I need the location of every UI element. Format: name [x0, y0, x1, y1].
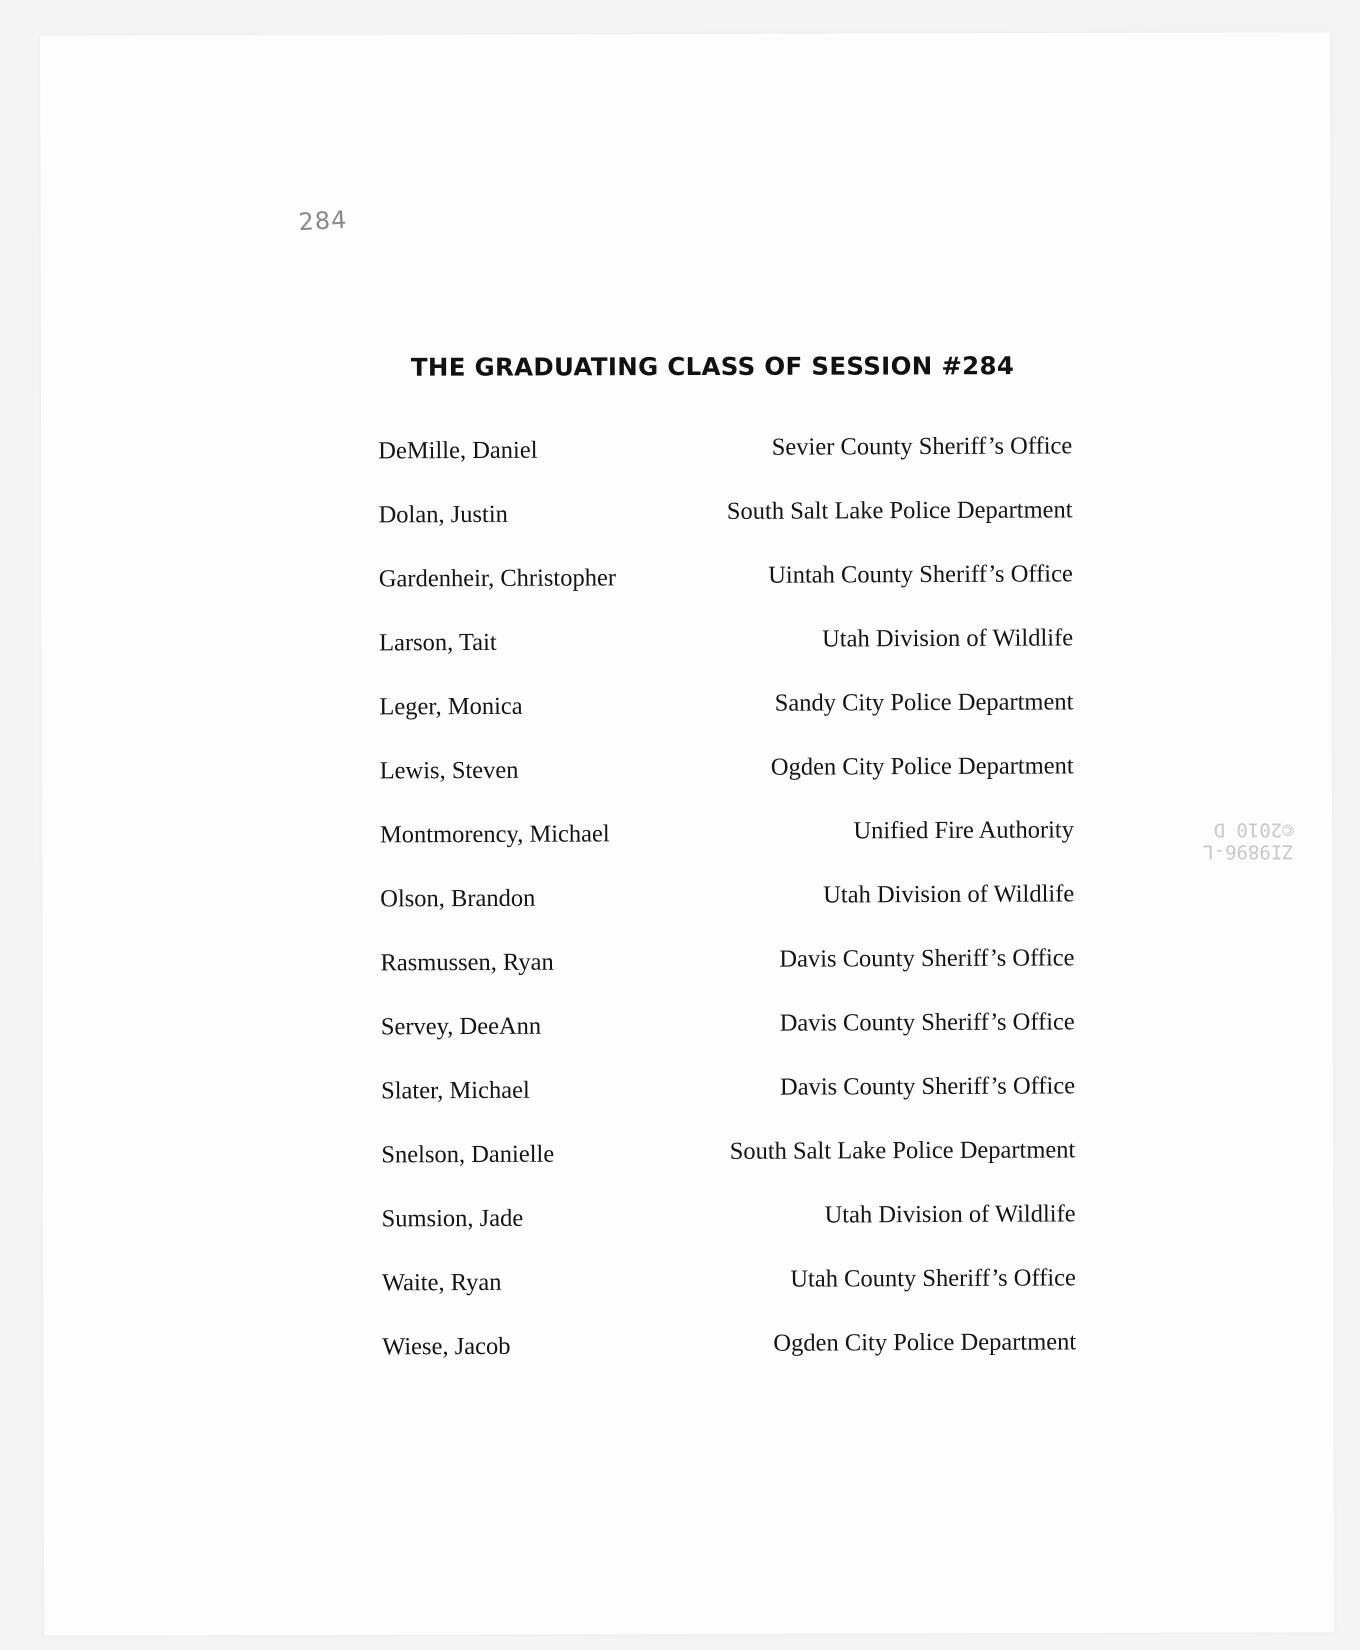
- handwritten-page-number: 284: [297, 205, 349, 237]
- graduate-name: DeMille, Daniel: [378, 436, 538, 465]
- graduate-agency: Unified Fire Authority: [853, 816, 1074, 845]
- graduate-agency: Ogden City Police Department: [770, 752, 1074, 781]
- graduate-list: [378, 434, 1076, 1397]
- graduate-agency: Ogden City Police Department: [773, 1328, 1077, 1357]
- scanned-page: [40, 32, 1334, 1635]
- graduate-row: [378, 498, 1072, 565]
- graduate-name: Snelson, Danielle: [381, 1140, 555, 1169]
- graduate-name: Olson, Brandon: [380, 884, 536, 913]
- graduate-row: [380, 882, 1074, 949]
- graduate-name: Gardenheir, Christopher: [378, 564, 617, 593]
- graduate-agency: Sandy City Police Department: [774, 688, 1074, 717]
- graduate-name: Leger, Monica: [379, 692, 523, 721]
- graduate-agency: Davis County Sheriff’s Office: [779, 1008, 1075, 1037]
- graduate-row: [379, 690, 1073, 757]
- graduate-row: [381, 1010, 1075, 1077]
- stamp-line-2: ©2010 D: [1213, 818, 1294, 841]
- graduate-name: Dolan, Justin: [378, 500, 508, 529]
- graduate-agency: South Salt Lake Police Department: [729, 1136, 1076, 1165]
- graduate-agency: South Salt Lake Police Department: [726, 496, 1073, 525]
- graduate-name: Lewis, Steven: [379, 756, 519, 785]
- graduate-agency: Uintah County Sheriff’s Office: [768, 560, 1073, 589]
- stamp-line-1: ZI9896-L: [1202, 840, 1294, 863]
- graduate-name: Montmorency, Michael: [379, 820, 610, 849]
- graduate-row: [379, 562, 1073, 629]
- graduate-name: Waite, Ryan: [381, 1268, 502, 1297]
- graduate-row: [381, 1074, 1075, 1141]
- graduate-name: Wiese, Jacob: [382, 1332, 511, 1361]
- graduate-row: [382, 1330, 1076, 1397]
- graduate-row: [380, 818, 1074, 885]
- graduate-agency: Davis County Sheriff’s Office: [779, 944, 1075, 973]
- graduate-agency: Davis County Sheriff’s Office: [779, 1072, 1076, 1101]
- graduate-name: Servey, DeeAnn: [380, 1012, 542, 1041]
- graduate-name: Rasmussen, Ryan: [380, 948, 554, 977]
- graduate-name: Slater, Michael: [381, 1076, 530, 1105]
- graduate-agency: Utah Division of Wildlife: [824, 1200, 1076, 1229]
- graduate-name: Sumsion, Jade: [381, 1204, 524, 1233]
- graduate-row: [380, 946, 1074, 1013]
- graduate-row: [379, 626, 1073, 693]
- graduate-agency: Utah County Sheriff’s Office: [790, 1264, 1076, 1293]
- graduate-row: [378, 434, 1072, 501]
- graduate-agency: Utah Division of Wildlife: [823, 880, 1075, 909]
- graduate-row: [380, 754, 1074, 821]
- graduate-row: [381, 1138, 1075, 1205]
- graduate-agency: Utah Division of Wildlife: [822, 624, 1074, 653]
- document-title: THE GRADUATING CLASS OF SESSION #284: [410, 351, 1015, 382]
- graduate-row: [382, 1202, 1076, 1269]
- graduate-agency: Sevier County Sheriff’s Office: [771, 432, 1073, 461]
- graduate-row: [382, 1266, 1076, 1333]
- printer-stamp: [1202, 818, 1294, 862]
- graduate-name: Larson, Tait: [379, 628, 497, 657]
